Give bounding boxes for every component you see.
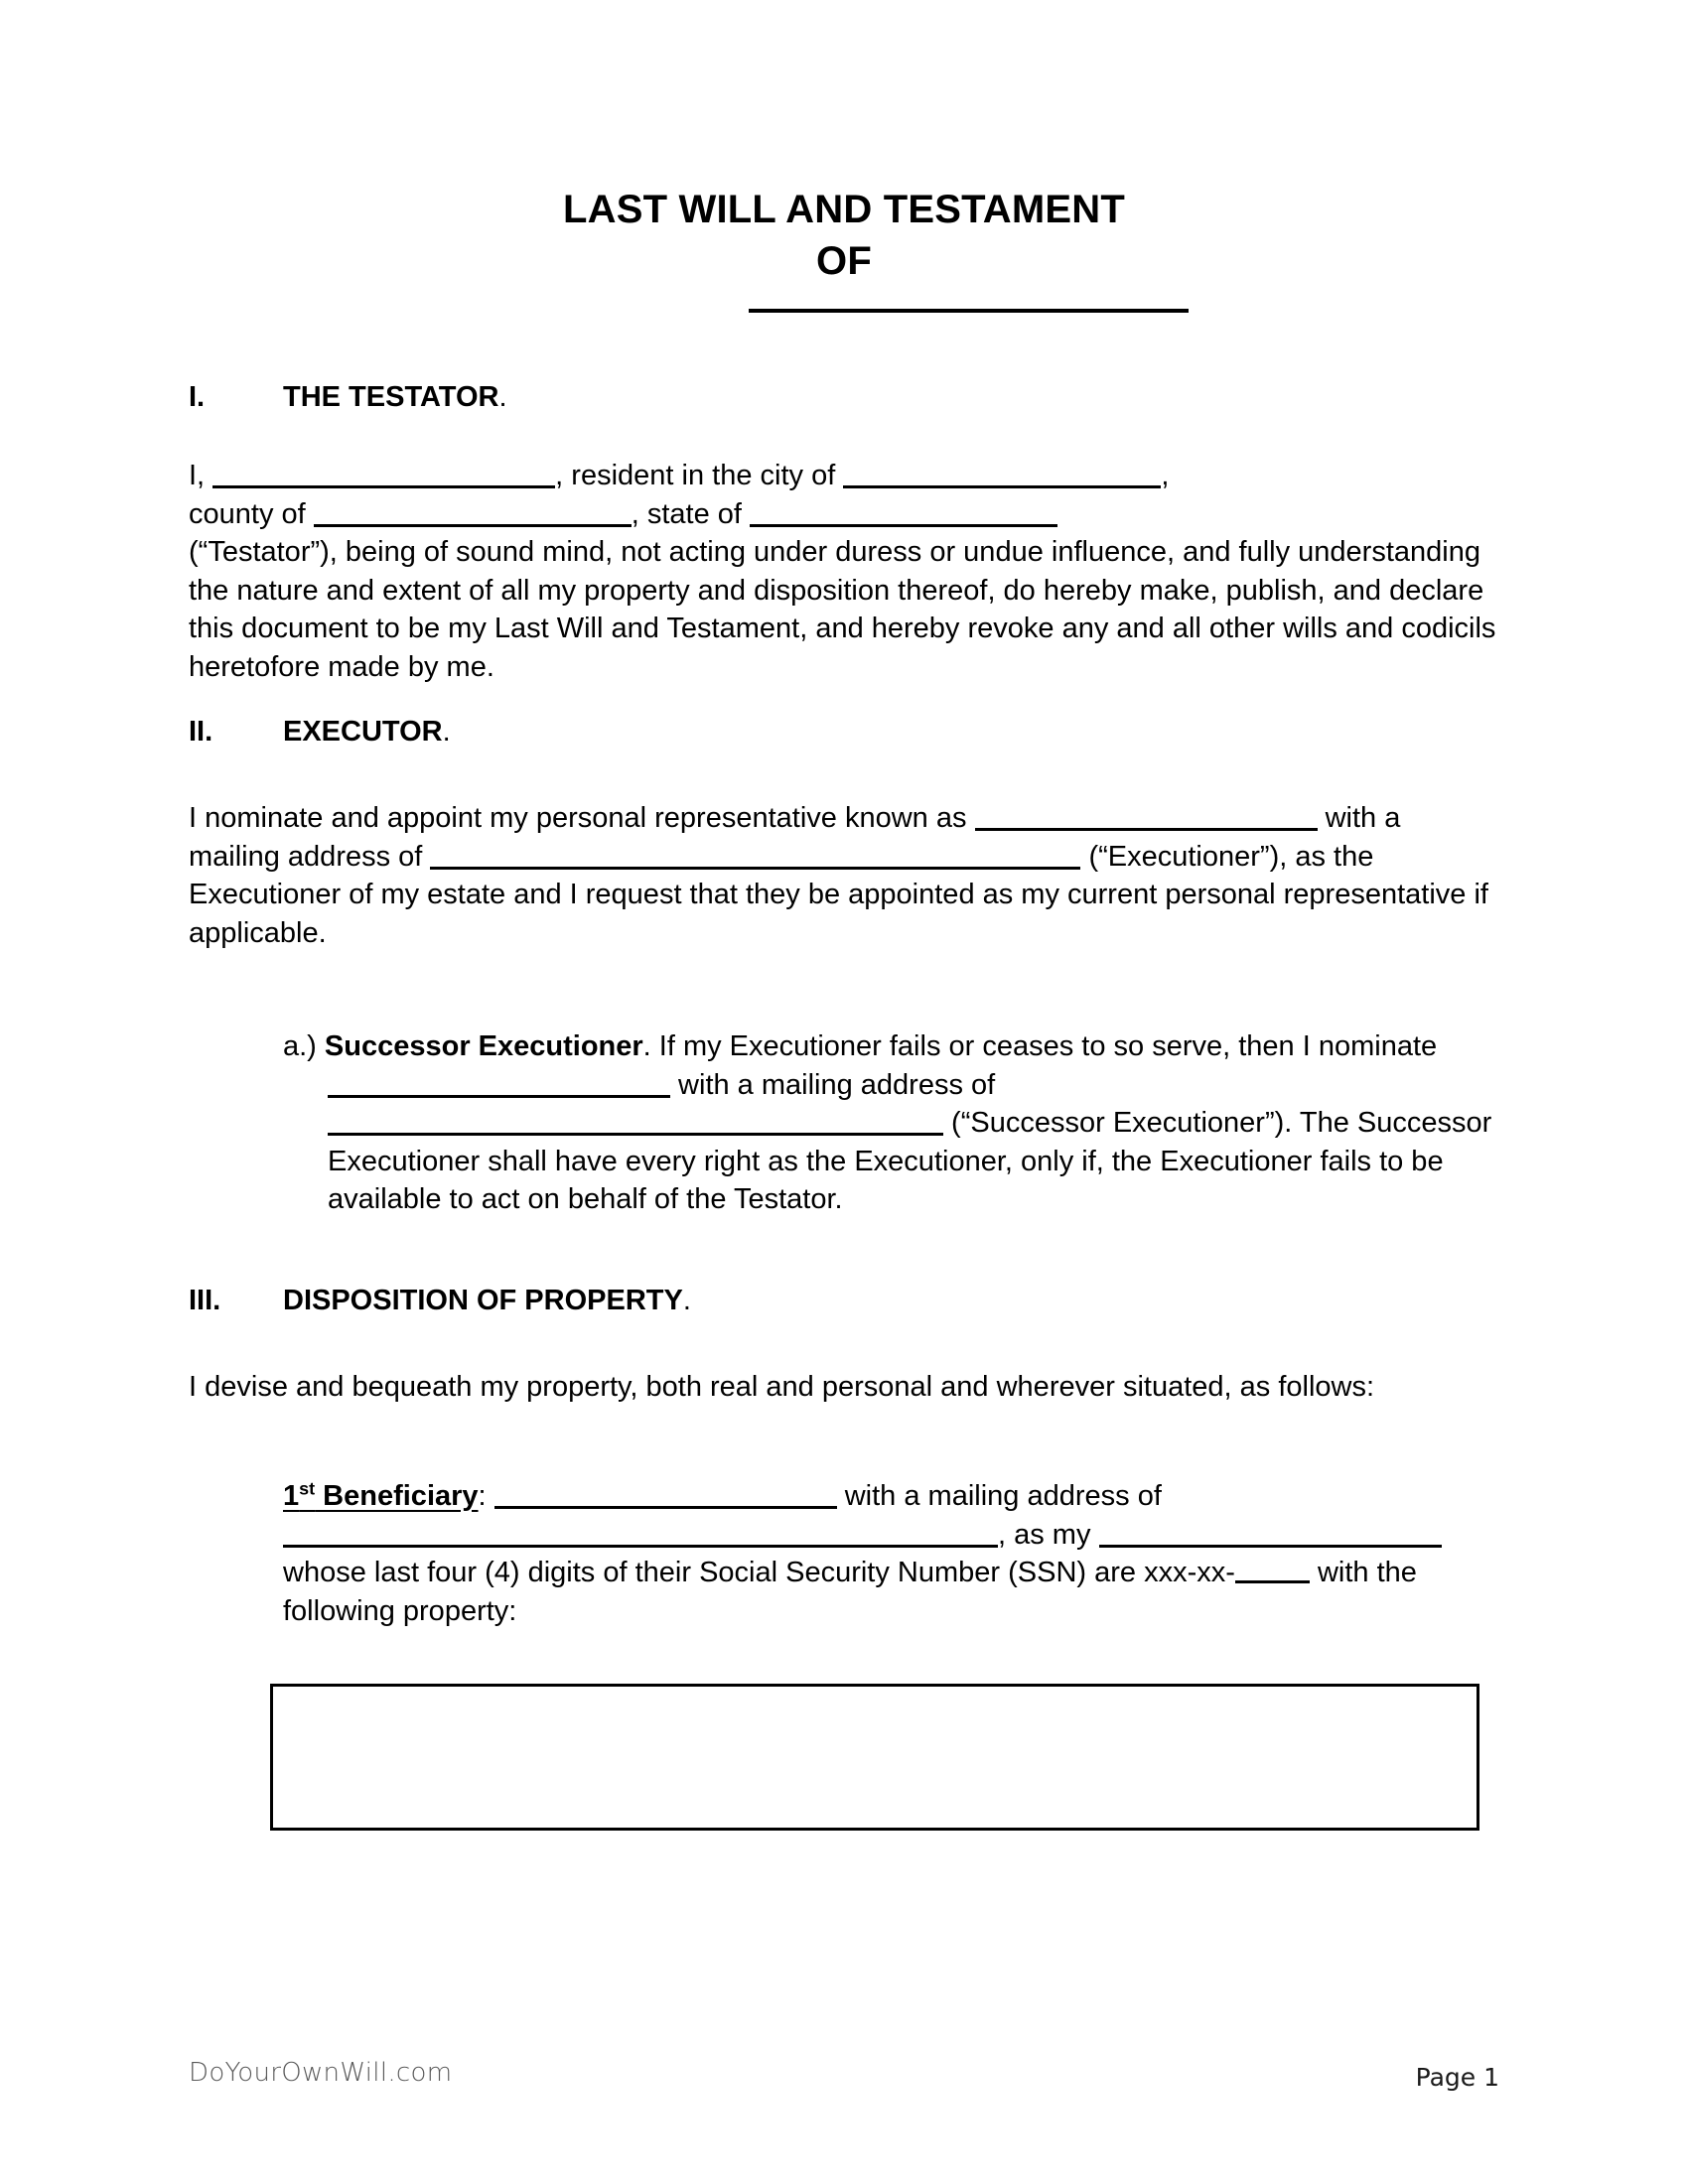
section-title-ii: EXECUTOR (283, 716, 443, 748)
beneficiary-1-ssn-input[interactable] (1235, 1562, 1310, 1583)
footer-page-number: Page 1 (1415, 2063, 1499, 2092)
successor-label-period: . (642, 1030, 651, 1062)
section-heading-executor (189, 715, 451, 749)
testator-text-d: county of (189, 497, 314, 530)
testator-county-input[interactable] (314, 501, 632, 527)
beneficiary-1-address-input[interactable] (283, 1522, 998, 1548)
testator-city-input[interactable] (843, 463, 1161, 488)
executor-text-a: I nominate and appoint my personal representative known as (189, 802, 975, 834)
successor-name-input[interactable] (328, 1072, 670, 1098)
beneficiary-1-text-a: with a mailing address of (836, 1480, 1162, 1512)
section-title-i-period: . (498, 381, 507, 413)
section-title-i: THE TESTATOR (283, 381, 499, 413)
beneficiary-1-name-input[interactable] (494, 1483, 837, 1509)
successor-address-input[interactable] (328, 1110, 943, 1136)
beneficiary-1-label-word: Beneficiary (315, 1480, 479, 1512)
beneficiary-1-relationship-input[interactable] (1099, 1522, 1442, 1548)
title-name-blank-row (189, 309, 1499, 313)
disposition-paragraph (189, 1368, 1499, 1407)
beneficiary-1-text-d: with the following property: (283, 1557, 1417, 1627)
beneficiary-1-ordinal: 1 (283, 1480, 300, 1512)
section-title-iii: DISPOSITION OF PROPERTY (283, 1285, 683, 1316)
beneficiary-1-label (283, 1480, 479, 1512)
beneficiary-1-paragraph (283, 1477, 1499, 1630)
executor-text-b: with a mailing address of (189, 802, 1401, 873)
page-title-line-2: OF (816, 239, 872, 283)
executor-address-input[interactable] (430, 844, 1080, 870)
testator-name-input[interactable] (212, 463, 555, 488)
successor-executioner-paragraph (283, 1027, 1499, 1219)
beneficiary-1-property-textarea[interactable] (270, 1684, 1479, 1831)
section-heading-testator (189, 380, 507, 414)
section-heading-disposition (189, 1284, 691, 1317)
testator-text-c: , (1161, 460, 1170, 491)
section-title-iii-period: . (682, 1285, 691, 1316)
disposition-text: I devise and bequeath my property, both real and personal and wherever situated, as follows: (189, 1371, 1375, 1403)
successor-marker: a.) (283, 1030, 317, 1062)
executor-text-c: (“Executioner”), as the Executioner of my estate and I request that they be appointed as my current personal representative if applicable. (189, 840, 1488, 949)
footer-brand: DoYourOwnWill.com (189, 2058, 453, 2088)
section-title-ii-period: . (442, 716, 451, 748)
testator-text-e: , state of (631, 497, 751, 530)
testator-text-b: , resident in the city of (555, 460, 844, 491)
beneficiary-1-colon: : (478, 1480, 487, 1512)
successor-text-c: (“Successor Executioner”). The Successor Executioner shall have every right as the Executioner, only if, the Executioner fails to be available to act on behalf of the Testator. (328, 1107, 1492, 1215)
testator-paragraph (189, 457, 1499, 686)
beneficiary-1-text-c: whose last four (4) digits of their Social Security Number (SSN) are xxx-xx- (283, 1557, 1235, 1588)
section-number-i: I. (189, 381, 206, 413)
section-number-iii: III. (189, 1285, 221, 1316)
document-title-block (189, 184, 1499, 313)
section-number-ii: II. (189, 716, 213, 748)
successor-text-a: If my Executioner fails or ceases to so serve, then I nominate (650, 1030, 1438, 1062)
successor-text-b: with a mailing address of (670, 1068, 996, 1101)
testator-text-f: (“Testator”), being of sound mind, not acting under duress or undue influence, and fully understanding the nature and extent of all my property and disposition thereof, do hereby make, publish, and declare this document to be my Last Will and Testament, and hereby revoke any and all other wills and codicils heretofore made by me. (189, 536, 1496, 683)
testator-name-blank[interactable] (749, 309, 1189, 313)
beneficiary-1-ordinal-suffix: st (299, 1478, 316, 1499)
page-title-line-1: LAST WILL AND TESTAMENT (562, 188, 1126, 231)
testator-state-input[interactable] (750, 501, 1057, 527)
testator-text-a: I, (189, 460, 213, 491)
executor-paragraph (189, 799, 1499, 952)
executor-name-input[interactable] (975, 805, 1318, 831)
beneficiary-1-text-b: , as my (998, 1518, 1099, 1551)
successor-label: Successor Executioner (324, 1030, 643, 1062)
